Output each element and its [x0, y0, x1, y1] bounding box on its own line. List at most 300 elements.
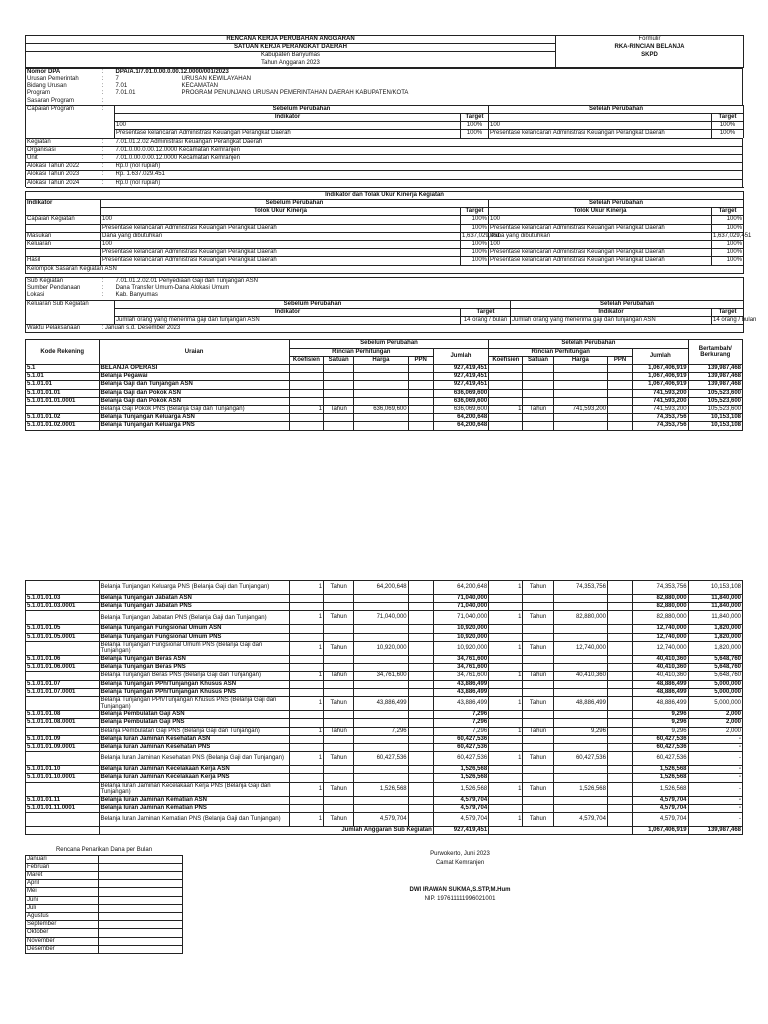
kode-rekening: 5.1.01.01	[26, 381, 100, 389]
ppn-after	[607, 595, 632, 603]
satuan-before	[324, 766, 354, 774]
uraian: Belanja Tunjangan PPh/Tunjangan Khusus PNS (Belanja Gaji dan Tunjangan)	[99, 697, 289, 711]
koef-after	[489, 422, 523, 430]
capaian-before-indikator: 100	[115, 122, 461, 130]
koef-before	[289, 656, 323, 664]
ppn-before	[408, 633, 433, 641]
satuan-after	[523, 805, 553, 813]
kode-rekening	[26, 727, 100, 735]
jumlah-before: 636,069,600	[433, 405, 488, 413]
info-code	[115, 98, 181, 105]
table-row	[26, 611, 743, 625]
jumlah-after: 60,427,536	[633, 752, 688, 766]
uraian: Belanja Tunjangan Jabatan PNS (Belanja Gaji dan Tunjangan)	[99, 611, 289, 625]
sub-kegiatan-value: Dana Transfer Umum-Dana Alokasi Umum	[115, 285, 744, 292]
harga-after	[553, 656, 607, 664]
indikator-after-target: 100%	[712, 249, 744, 257]
harga-after	[553, 664, 607, 672]
harga-after	[553, 603, 607, 611]
kode-rekening: 5.1.01.01.10	[26, 766, 100, 774]
kode-rekening	[26, 697, 100, 711]
kode-rekening: 5.1.01.01.03.0001	[26, 603, 100, 611]
jumlah-before: 1,526,568	[433, 774, 488, 782]
capaian-target-header: Target	[461, 114, 489, 122]
harga-after: 40,410,360	[553, 672, 607, 680]
satuan-before	[324, 633, 354, 641]
kegiatan-label: Unit	[26, 155, 101, 163]
ppn-after	[607, 782, 632, 796]
ppn-after	[608, 422, 633, 430]
satuan-after	[523, 711, 553, 719]
ppn-after	[608, 397, 633, 405]
jumlah-before: 71,040,000	[433, 595, 488, 603]
indikator-before: Presentase kelancaran Administrasi Keuangan Perangkat Daerah	[101, 224, 461, 232]
jumlah-before: 34,761,600	[433, 672, 488, 680]
signature-place-date: Purwokerto, Juni 2023	[430, 851, 490, 858]
ppn-after	[608, 364, 633, 372]
uraian: Belanja Iuran Jaminan Kecelakaan Kerja PNS (Belanja Gaji dan Tunjangan)	[99, 782, 289, 796]
koef-after	[489, 414, 523, 422]
ppn-after	[607, 719, 632, 727]
koef-before	[289, 688, 323, 696]
indikator-label: Indikator	[26, 200, 101, 208]
koef-before	[289, 664, 323, 672]
jumlah-after: 40,410,360	[633, 664, 688, 672]
uraian: Belanja Tunjangan PPh/Tunjangan Khusus ASN	[99, 680, 289, 688]
jumlah-after: 9,296	[633, 719, 688, 727]
uraian: Belanja Iuran Jaminan Kematian PNS (Belanja Gaji dan Tunjangan)	[99, 813, 289, 827]
keluaran-indikator-header: Indikator	[115, 308, 461, 316]
ppn-before	[408, 656, 433, 664]
ppn-after	[607, 633, 632, 641]
koef-before	[289, 744, 323, 752]
koef-after: 1	[489, 782, 523, 796]
info-code: DPA/A.1/7.01.0.00.0.00.12.0000/001/2023	[115, 68, 229, 75]
ppn-before	[408, 664, 433, 672]
ppn-before	[408, 727, 433, 735]
uraian: Belanja Pembulatan Gaji PNS (Belanja Gaji dan Tunjangan)	[99, 727, 289, 735]
koef-after: 1	[489, 581, 523, 595]
harga-after	[553, 744, 607, 752]
koef-before	[289, 735, 323, 743]
keluaran-indikator-header-after: Indikator	[511, 308, 712, 316]
info-desc	[181, 98, 743, 105]
ppn-after	[608, 389, 633, 397]
harga-before	[354, 774, 408, 782]
jumlah-after: 741,593,200	[633, 405, 688, 413]
month-label: April	[26, 880, 99, 888]
indikator-after-target: 100%	[712, 224, 744, 232]
keluaran-before-header: Sebelum Perubahan	[115, 300, 511, 308]
total-label: Jumlah Anggaran Sub Kegiatan	[99, 827, 433, 835]
ppn-after	[607, 688, 632, 696]
kegiatan-value: 7.01.0.00.0.00.12.0000 Kecamatan Kemranjen	[115, 155, 743, 163]
jumlah-before: 7,296	[433, 711, 488, 719]
koef-after: 1	[489, 611, 523, 625]
jumlah-after: 82,880,000	[633, 611, 688, 625]
koef-after: 1	[489, 405, 523, 413]
keluaran-target-header-after: Target	[712, 308, 744, 316]
indikator-before: Dana yang dibutuhkan	[101, 232, 461, 240]
month-value	[99, 913, 183, 921]
info-label: Sasaran Program	[26, 98, 101, 105]
ppn-before	[408, 389, 433, 397]
koef-after	[489, 766, 523, 774]
satuan-after	[523, 389, 553, 397]
satuan-after	[523, 595, 553, 603]
table-row	[26, 595, 743, 603]
jumlah-after: 48,886,499	[633, 697, 688, 711]
sub-kegiatan-label: Sub Kegiatan	[26, 277, 101, 285]
jumlah-before: 34,761,600	[433, 656, 488, 664]
harga-after	[553, 735, 607, 743]
ppn-before	[408, 766, 433, 774]
table-row	[26, 414, 743, 422]
satuan-before	[324, 625, 354, 633]
satuan-after: Tahun	[523, 672, 553, 680]
koef-before: 1	[289, 672, 323, 680]
uraian: Belanja Tunjangan Beras PNS (Belanja Gaji dan Tunjangan)	[99, 672, 289, 680]
kode-rekening: 5.1.01	[26, 373, 100, 381]
info-desc	[181, 68, 743, 76]
capaian-before-target: 100%	[461, 122, 489, 130]
satuan-after	[523, 719, 553, 727]
kegiatan-label: Alokasi Tahun 2023	[26, 171, 101, 179]
kode-rekening	[26, 813, 100, 827]
ppn-before	[408, 397, 433, 405]
ppn-before	[408, 805, 433, 813]
satuan-after	[523, 364, 553, 372]
jumlah-after: 74,353,756	[633, 414, 688, 422]
bertambah-berkurang: 1,820,000	[688, 633, 742, 641]
tolok-before-header: Tolok Ukur Kinerja	[101, 208, 461, 216]
kegiatan-label: Organisasi	[26, 146, 101, 154]
indikator-after-target: 1,637,029,451	[713, 232, 752, 239]
header-table	[25, 35, 744, 68]
harga-after	[553, 422, 607, 430]
rincian-perhitungan-before: Rincian Perhitungan	[289, 348, 433, 356]
jumlah-before: 10,920,000	[433, 633, 488, 641]
kode-rekening: 5.1.01.01.03	[26, 595, 100, 603]
ppn-before	[408, 414, 433, 422]
bertambah-berkurang: -	[688, 744, 742, 752]
sub-kegiatan-value: Kab. Banyumas	[115, 292, 744, 300]
koef-after	[489, 633, 523, 641]
satuan-before	[324, 595, 354, 603]
kode-rekening: 5.1.01.01.09.0001	[26, 744, 100, 752]
harga-after: 9,296	[553, 727, 607, 735]
koef-before	[289, 381, 323, 389]
ppn-after-header: PPN	[608, 356, 633, 364]
satuan-before	[324, 397, 354, 405]
header-title-2: SATUAN KERJA PERANGKAT DAERAH	[26, 44, 556, 52]
kode-rekening	[26, 752, 100, 766]
kegiatan-label: Alokasi Tahun 2024	[26, 179, 101, 187]
satuan-before	[324, 664, 354, 672]
uraian: Belanja Pegawai	[99, 373, 289, 381]
total-diff: 139,987,468	[688, 827, 742, 835]
koef-before	[289, 680, 323, 688]
satuan-after	[523, 680, 553, 688]
koef-before	[289, 364, 323, 372]
harga-before: 1,526,568	[354, 782, 408, 796]
ppn-after	[607, 805, 632, 813]
table-row	[26, 752, 743, 766]
ppn-after	[607, 603, 632, 611]
jumlah-after: 12,740,000	[633, 625, 688, 633]
harga-after	[553, 680, 607, 688]
ppn-after	[607, 672, 632, 680]
jumlah-before: 64,200,648	[433, 422, 488, 430]
kode-rekening: 5.1.01.01.10.0001	[26, 774, 100, 782]
koef-after	[489, 595, 523, 603]
table-row	[26, 405, 743, 413]
harga-before	[354, 633, 408, 641]
table-row	[26, 373, 743, 381]
capaian-program-table: Capaian Program : Sebelum Perubahan Setelah Perubahan Indikator Target Target 100 100% 100 100% Presentase kelancaran Administrasi Keuangan Perangkat Daerah 100% Presentase kelancaran Administrasi Keuangan Perangkat Daerah 100%	[25, 105, 744, 138]
kode-rekening: 5.1.01.01.07	[26, 680, 100, 688]
koef-before	[289, 774, 323, 782]
harga-before	[354, 688, 408, 696]
capaian-before-indikator: Presentase kelancaran Administrasi Keuangan Perangkat Daerah	[115, 130, 461, 138]
bertambah-berkurang: 5,000,000	[688, 680, 742, 688]
satuan-before: Tahun	[324, 697, 354, 711]
target-after-header: Target	[712, 208, 744, 216]
ppn-after	[607, 752, 632, 766]
month-label: Mei	[26, 888, 99, 896]
capaian-program-label: Capaian Program	[26, 105, 101, 113]
info-desc: KECAMATAN	[181, 83, 743, 90]
kegiatan-value: Rp.0 (nol rupiah)	[115, 163, 743, 171]
jumlah-before: 64,200,648	[433, 581, 488, 595]
jumlah-before: 71,040,000	[433, 603, 488, 611]
satuan-before	[324, 719, 354, 727]
harga-after	[553, 796, 607, 804]
bertambah-berkurang: -	[688, 796, 742, 804]
total-before: 927,419,451	[433, 827, 488, 835]
bertambah-berkurang: 2,000	[688, 719, 742, 727]
ppn-before	[408, 611, 433, 625]
bertambah-berkurang: 10,153,108	[688, 414, 742, 422]
info-code: 7	[115, 76, 119, 83]
indikator-after-target: 100%	[712, 216, 744, 224]
harga-before: 10,920,000	[354, 641, 408, 655]
jumlah-after: 40,410,360	[633, 672, 688, 680]
koef-after	[489, 744, 523, 752]
harga-after-header: Harga	[553, 356, 607, 364]
ppn-before	[408, 381, 433, 389]
satuan-before	[324, 744, 354, 752]
jumlah-before: 927,419,451	[433, 373, 488, 381]
jumlah-after: 48,886,499	[633, 688, 688, 696]
uraian: Belanja Iuran Jaminan Kecelakaan Kerja ASN	[99, 766, 289, 774]
satuan-after	[523, 397, 553, 405]
kode-rekening	[26, 611, 100, 625]
harga-before	[354, 719, 408, 727]
koef-after: 1	[489, 697, 523, 711]
koef-after	[489, 373, 523, 381]
capaian-after-indikator: Presentase kelancaran Administrasi Keuangan Perangkat Daerah	[489, 130, 712, 138]
satuan-after: Tahun	[523, 611, 553, 625]
ppn-before	[408, 422, 433, 430]
info-label: Urusan Pemerintah	[26, 76, 101, 83]
bertambah-berkurang: 11,840,000	[688, 595, 742, 603]
kode-rekening: 5.1.01.01.01.0001	[26, 397, 100, 405]
waktu-label: Waktu Pelaksanaan	[26, 325, 101, 333]
table-row	[26, 625, 743, 633]
keluaran-after-header: Setelah Perubahan	[511, 300, 744, 308]
satuan-before: Tahun	[324, 641, 354, 655]
target-before-header: Target	[461, 208, 489, 216]
table-row	[26, 364, 743, 372]
bertambah-berkurang: -	[688, 782, 742, 796]
jumlah-after: 74,353,756	[633, 422, 688, 430]
table-row	[26, 796, 743, 804]
month-value	[99, 904, 183, 912]
indikator-after: 100	[489, 241, 712, 249]
indikator-before: Presentase kelancaran Administrasi Keuangan Perangkat Daerah	[101, 257, 461, 265]
table-row	[26, 688, 743, 696]
ppn-before	[408, 735, 433, 743]
jumlah-before: 10,920,000	[433, 625, 488, 633]
capaian-after-header: Setelah Perubahan	[489, 105, 744, 113]
jumlah-after: 1,526,568	[633, 766, 688, 774]
kode-rekening: 5.1	[26, 364, 100, 372]
jumlah-before: 71,040,000	[433, 611, 488, 625]
harga-after: 82,880,000	[553, 611, 607, 625]
satuan-before	[324, 688, 354, 696]
jumlah-after: 4,579,704	[633, 796, 688, 804]
kode-rekening	[26, 641, 100, 655]
keluaran-before-target: 14 orang / bulan	[461, 316, 511, 324]
harga-before	[354, 766, 408, 774]
jumlah-after: 1,526,568	[633, 782, 688, 796]
capaian-target-header-after: Target	[712, 114, 744, 122]
koef-after	[489, 735, 523, 743]
info-label: Nomor DPA	[26, 68, 101, 76]
table-row	[26, 397, 743, 405]
satuan-before	[324, 422, 354, 430]
info-desc: URUSAN KEWILAYAHAN	[181, 76, 743, 83]
uraian-header: Uraian	[99, 340, 289, 365]
keluaran-before: Jumlah orang yang menerima gaji dan tunjangan ASN	[115, 316, 461, 324]
jumlah-after: 48,886,499	[633, 680, 688, 688]
jumlah-before: 636,069,600	[433, 389, 488, 397]
penarikan-table	[25, 847, 183, 954]
rincian-before-header: Sebelum Perubahan	[289, 340, 488, 348]
bertambah-berkurang: 2,000	[688, 711, 742, 719]
harga-after	[553, 389, 607, 397]
jumlah-before: 7,296	[433, 727, 488, 735]
koef-before: 1	[289, 697, 323, 711]
table-row	[26, 381, 743, 389]
bertambah-berkurang: 10,153,108	[688, 581, 742, 595]
jumlah-before-header: Jumlah	[433, 348, 488, 364]
ppn-before	[408, 688, 433, 696]
satuan-before	[324, 680, 354, 688]
satuan-after: Tahun	[523, 813, 553, 827]
koef-before: 1	[289, 813, 323, 827]
koef-after	[489, 711, 523, 719]
month-label: Januari	[26, 855, 99, 863]
table-row	[26, 664, 743, 672]
month-label: Maret	[26, 872, 99, 880]
jumlah-before: 1,526,568	[433, 766, 488, 774]
koef-before: 1	[289, 752, 323, 766]
satuan-after: Tahun	[523, 782, 553, 796]
bertambah-berkurang: 5,000,000	[688, 688, 742, 696]
satuan-after	[523, 688, 553, 696]
koef-after: 1	[489, 813, 523, 827]
koef-after	[489, 364, 523, 372]
uraian: Belanja Tunjangan PPh/Tunjangan Khusus PNS	[99, 688, 289, 696]
harga-after	[553, 595, 607, 603]
satuan-after: Tahun	[523, 752, 553, 766]
jumlah-before: 1,526,568	[433, 782, 488, 796]
harga-before	[354, 595, 408, 603]
total-after: 1,067,406,919	[633, 827, 688, 835]
info-code: 7.01.01	[115, 90, 136, 97]
rincian-after-header: Setelah Perubahan	[489, 340, 688, 348]
koef-before: 1	[289, 405, 323, 413]
info-desc: PROGRAM PENUNJANG URUSAN PEMERINTAHAN DAERAH KABUPATEN/KOTA	[181, 90, 743, 97]
ppn-before	[408, 813, 433, 827]
month-label: Desember	[26, 945, 99, 953]
indikator-row-label	[26, 249, 101, 257]
harga-after	[553, 805, 607, 813]
koef-after: 1	[489, 641, 523, 655]
koef-after	[489, 389, 523, 397]
kegiatan-table: Kegiatan : 7.01.01.2.02 Administrasi Keuangan Perangkat Daerah Organisasi : 7.01.0.00.0.00.12.0000 Kecamatan Kemranjen Unit : 7.01.0.00.0.00.12.0000 Kecamatan Kemranjen Alokasi Tahun 2022 : Rp.0 (nol rupiah) Alokasi Tahun 2023 : Rp. 1.637.029.451 Alokasi Tahun 2024 : Rp.0 (nol rupiah)	[25, 138, 743, 187]
kegiatan-label: Kegiatan	[26, 138, 101, 146]
signature-role: Camat Kemranjen	[435, 860, 485, 867]
bertambah-berkurang: 5,648,760	[688, 664, 742, 672]
indikator-after: Presentase kelancaran Administrasi Keuangan Perangkat Daerah	[489, 249, 712, 257]
ppn-after	[608, 373, 633, 381]
indikator-after-target: 100%	[712, 257, 744, 265]
harga-before-header: Harga	[354, 356, 408, 364]
rincian-table-bottom	[25, 580, 743, 835]
sub-kegiatan-table: Sub Kegiatan : 7.01.01.2.02.01 Penyediaan Gaji dan Tunjangan ASN Sumber Pendanaan : Dana Transfer Umum-Dana Alokasi Umum Lokasi : Kab. Banyumas Keluaran Sub Kegiatan Sebelum Perubahan Setelah Perubahan Indikator Target Indikator Target Jumlah orang yang menerima gaji dan tunjangan ASN 14 orang / bulan Jumlah orang yang menerima gaji dan tunjangan ASN 14 orang / bulan Waktu Pelaksanaan : Januari s.d. Desember 2023	[27, 277, 757, 332]
jumlah-after: 60,427,536	[633, 735, 688, 743]
indikator-before-target: 100%	[461, 241, 489, 249]
jumlah-after: 9,296	[633, 711, 688, 719]
jumlah-before: 60,427,536	[433, 735, 488, 743]
harga-after: 60,427,536	[553, 752, 607, 766]
table-row	[26, 641, 743, 655]
info-label: Bidang Urusan	[26, 83, 101, 90]
harga-before	[354, 373, 408, 381]
satuan-before: Tahun	[324, 405, 354, 413]
ppn-before	[408, 711, 433, 719]
uraian: Belanja Gaji dan Pokok ASN	[99, 389, 289, 397]
sub-kegiatan-value: 7.01.01.2.02.01 Penyediaan Gaji dan Tunjangan ASN	[115, 277, 744, 285]
kode-rekening: 5.1.01.01.02.0001	[26, 422, 100, 430]
uraian: Belanja Tunjangan Fungsional Umum PNS	[99, 633, 289, 641]
jumlah-after: 4,579,704	[633, 813, 688, 827]
harga-after: 48,886,499	[553, 697, 607, 711]
kegiatan-value: Rp.0 (nol rupiah)	[115, 179, 743, 187]
satuan-before	[324, 373, 354, 381]
uraian: Belanja Pembulatan Gaji PNS	[99, 719, 289, 727]
page-one	[25, 35, 757, 431]
harga-before: 64,200,648	[354, 581, 408, 595]
table-row	[26, 672, 743, 680]
harga-after	[553, 414, 607, 422]
indikator-row-label: Capaian Kegiatan	[26, 216, 101, 224]
satuan-after	[523, 381, 553, 389]
info-table: Nomor DPA : DPA/A.1/7.01.0.00.0.00.12.0000/001/2023 Urusan Pemerintah : 7 URUSAN KEWILAYAHAN Bidang Urusan : 7.01 KECAMATAN Program : 7.01.01 PROGRAM PENUNJANG URUSAN PEMERINTAHAN DAERAH KABUPATEN/KOTA Sasaran Program :	[25, 68, 743, 105]
